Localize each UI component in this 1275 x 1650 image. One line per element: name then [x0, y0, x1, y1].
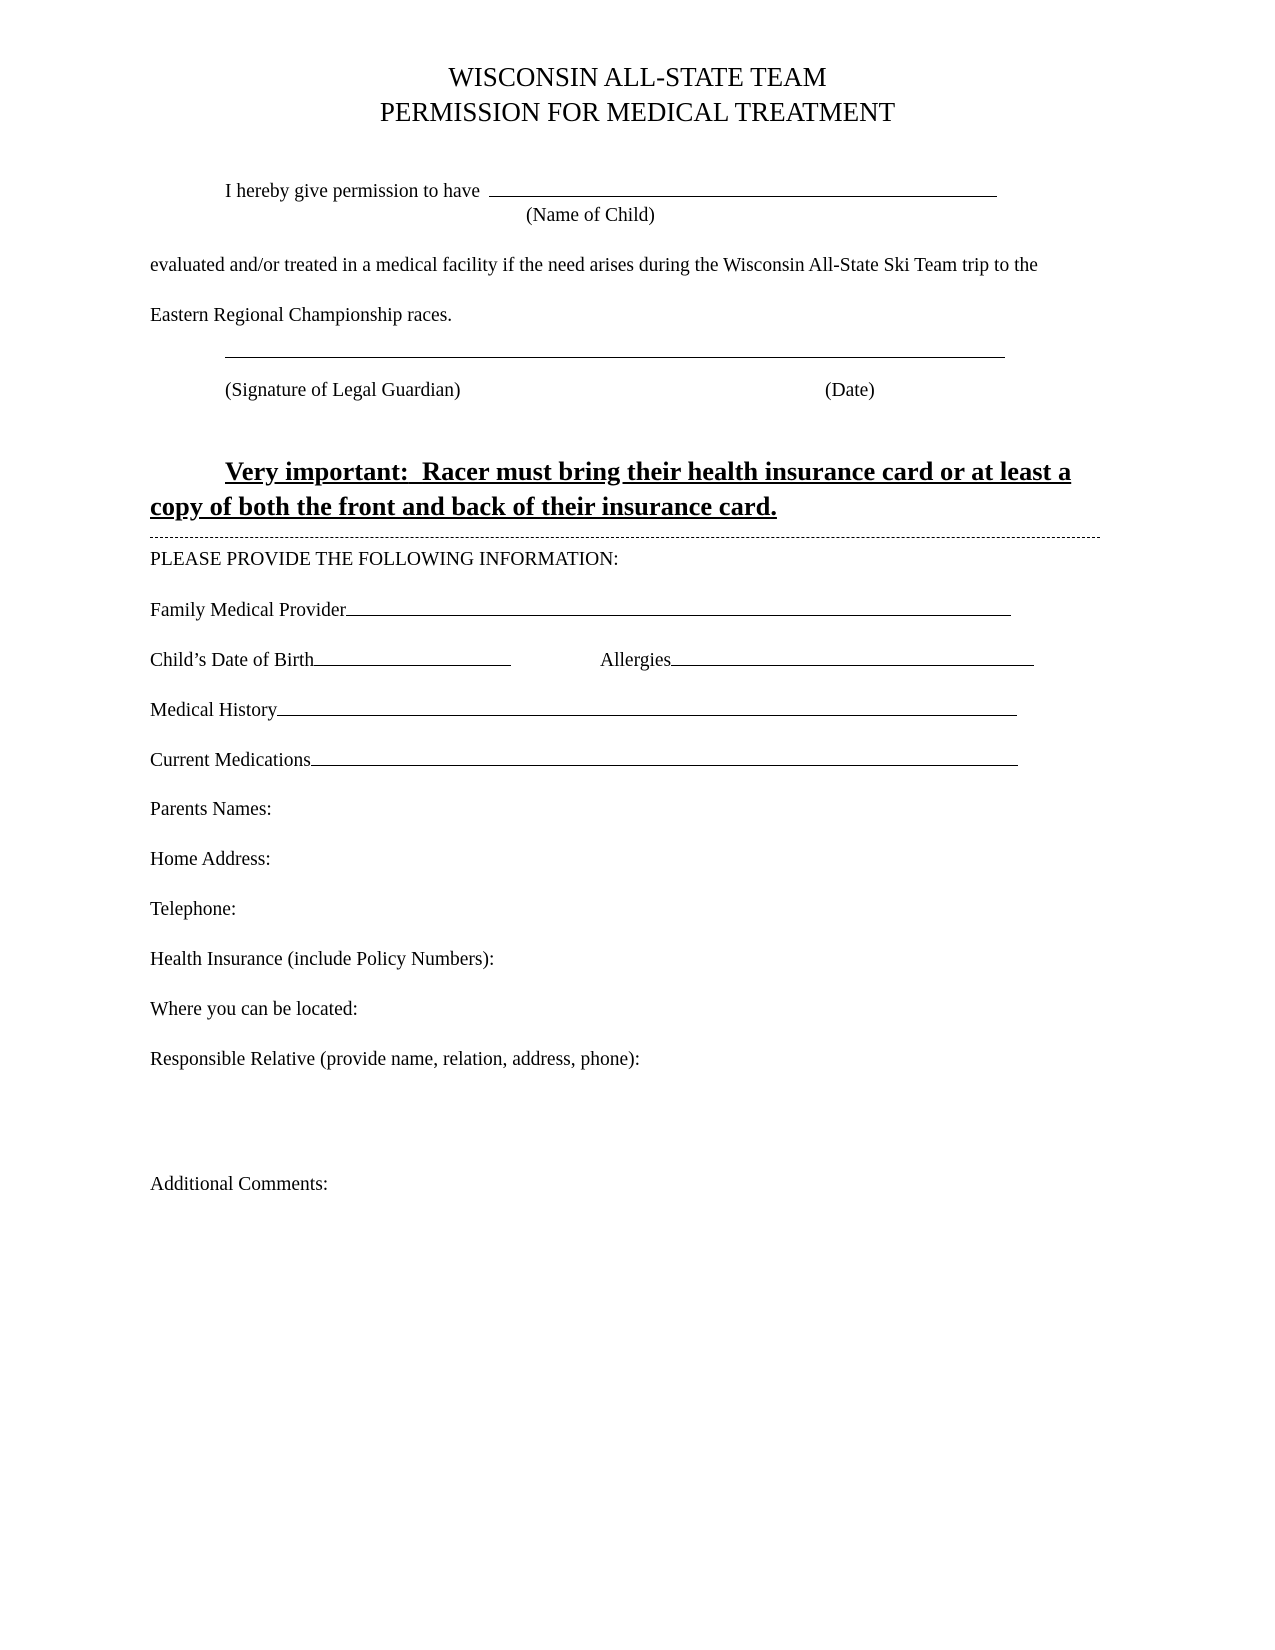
info-heading: PLEASE PROVIDE THE FOLLOWING INFORMATION:: [150, 549, 619, 570]
allergies-row: [600, 648, 1034, 673]
family-provider-line[interactable]: [346, 598, 1011, 616]
medical-history-label: Medical History: [150, 700, 278, 721]
important-notice: [150, 454, 1080, 524]
medical-history-line[interactable]: [277, 698, 1017, 716]
medical-history-row: [150, 698, 1017, 723]
child-dob-label: Child’s Date of Birth: [150, 650, 315, 671]
form-title-line-1: WISCONSIN ALL-STATE TEAM: [448, 62, 827, 92]
important-prefix: Very important:: [225, 456, 409, 486]
telephone-label: Telephone:: [150, 899, 237, 920]
additional-comments-label: Additional Comments:: [150, 1174, 329, 1195]
permission-lead-row: [225, 179, 997, 204]
important-message: Racer must bring their health insurance card or at least a copy of both the front and back of their insurance card.: [150, 456, 1072, 521]
child-name-line[interactable]: [489, 179, 997, 197]
permission-lead-text: I hereby give permission to have: [225, 181, 481, 202]
date-caption: (Date): [825, 380, 875, 401]
current-medications-row: [150, 748, 1018, 773]
parents-names-label: Parents Names:: [150, 799, 272, 820]
guardian-signature-caption: (Signature of Legal Guardian): [225, 380, 461, 401]
allergies-line[interactable]: [671, 648, 1034, 666]
health-insurance-label: Health Insurance (include Policy Numbers):: [150, 949, 495, 970]
child-dob-line[interactable]: [314, 648, 511, 666]
responsible-relative-label: Responsible Relative (provide name, relation, address, phone):: [150, 1049, 641, 1070]
home-address-label: Home Address:: [150, 849, 271, 870]
where-located-label: Where you can be located:: [150, 999, 358, 1020]
child-name-caption: (Name of Child): [526, 205, 655, 226]
current-medications-label: Current Medications: [150, 750, 311, 771]
guardian-signature-line[interactable]: [225, 357, 1005, 358]
allergies-label: Allergies: [600, 650, 672, 671]
permission-body-line-2: Eastern Regional Championship races.: [150, 305, 453, 326]
family-provider-row: [150, 598, 1011, 623]
dashed-separator: [150, 537, 1100, 538]
permission-body-line-1: evaluated and/or treated in a medical facility if the need arises during the Wisconsin All-State Ski Team trip to the: [150, 255, 1038, 276]
family-provider-label: Family Medical Provider: [150, 600, 347, 621]
child-dob-row: [150, 648, 511, 673]
current-medications-line[interactable]: [311, 748, 1018, 766]
form-title-line-2: PERMISSION FOR MEDICAL TREATMENT: [379, 97, 896, 127]
